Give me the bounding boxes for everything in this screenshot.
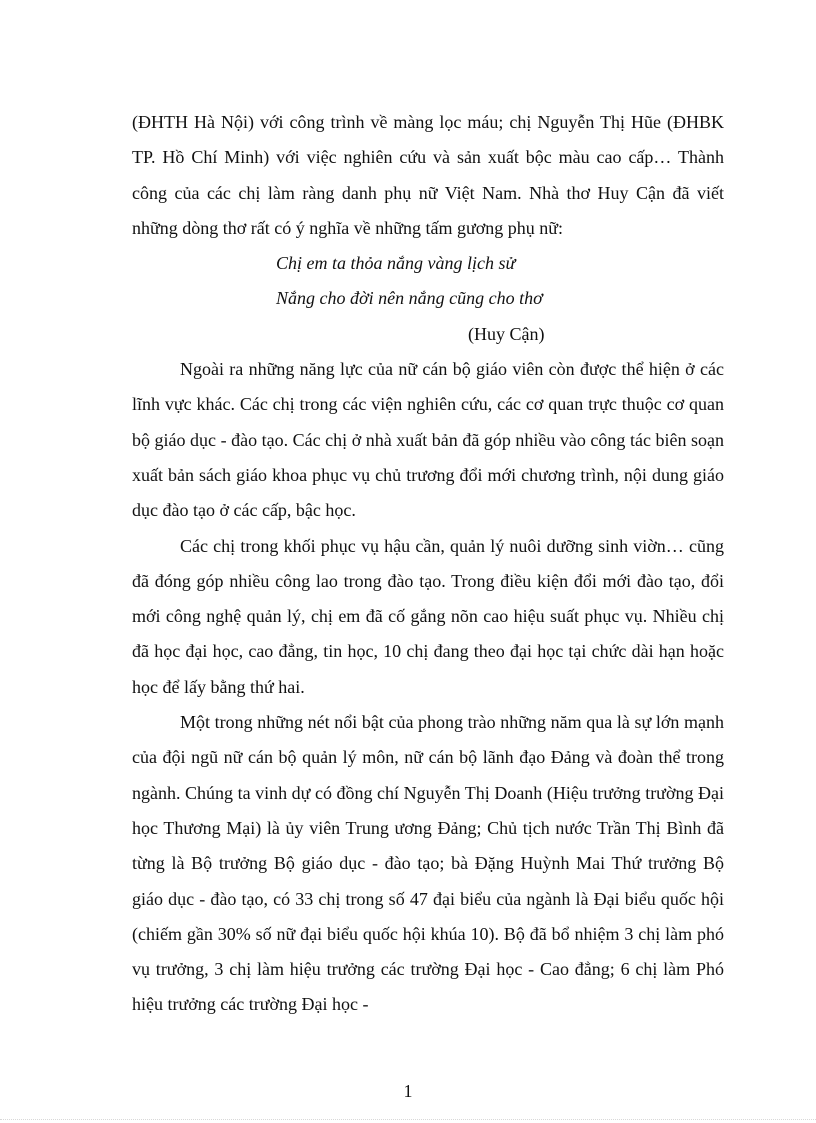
paragraph-logistics: Các chị trong khối phục vụ hậu cần, quản lý nuôi dưỡng sinh viờn… cũng đã đóng góp nhiều công lao trong đào tạo. Trong điều kiện đổi mới đào tạo, đổi mới công nghệ quản lý, chị em đã cố gắng nõn cao hiệu suất phục vụ. Nhiều chị đã học đại học, cao đẳng, tin học, 10 chị đang theo đại học tại chức dài hạn hoặc học để lấy bằng thứ hai. [132,535,724,697]
poem-author: (Huy Cận) [468,323,545,344]
poem-line-2: Nắng cho đời nên nắng cũng cho thơ [276,288,543,309]
paragraph-other-fields: Ngoài ra những năng lực của nữ cán bộ giáo viên còn được thể hiện ở các lĩnh vực khác. Các chị trong các viện nghiên cứu, các cơ quan trực thuộc cơ quan bộ giáo dục - đào tạo. Các chị ở nhà xuất bản đã góp nhiều vào công tác biên soạn xuất bản sách giáo khoa phục vụ chủ trương đổi mới chương trình, nội dung giáo dục đào tạo ở các cấp, bậc học. [132,359,724,521]
poem-quote [132,246,724,352]
paragraph-leadership: Một trong những nét nổi bật của phong trào những năm qua là sự lớn mạnh của đội ngũ nữ cán bộ quản lý môn, nữ cán bộ lãnh đạo Đảng và đoàn thể trong ngành. Chúng ta vinh dự có đồng chí Nguyễn Thị Doanh (Hiệu trưởng trường Đại học Thương Mại) là ủy viên Trung ương Đảng; Chủ tịch nước Trần Thị Bình đã từng là Bộ trưởng Bộ giáo dục - đào tạo; bà Đặng Huỳnh Mai Thứ trưởng Bộ giáo dục - đào tạo, có 33 chị trong số 47 đại biểu của ngành là Đại biểu quốc hội (chiếm gần 30% số nữ đại biểu quốc hội khúa 10). Bộ đã bổ nhiệm 3 chị làm phó vụ trưởng, 3 chị làm hiệu trưởng các trường Đại học - Cao đẳng; 6 chị làm Phó hiệu trưởng các trường Đại học - [132,712,724,1015]
body-text [132,105,724,1023]
poem-line-1: Chị em ta thỏa nắng vàng lịch sử [276,253,516,274]
paragraph-intro: (ĐHTH Hà Nội) với công trình về màng lọc máu; chị Nguyễn Thị Hũe (ĐHBK TP. Hồ Chí Minh) với việc nghiên cứu và sản xuất bộc màu cao cấp… Thành công của các chị làm ràng danh phụ nữ Việt Nam. Nhà thơ Huy Cận đã viết những dòng thơ rất có ý nghĩa về những tấm gương phụ nữ: [132,112,724,238]
page-bottom-divider [0,1119,816,1120]
page-number: 1 [403,1081,413,1101]
